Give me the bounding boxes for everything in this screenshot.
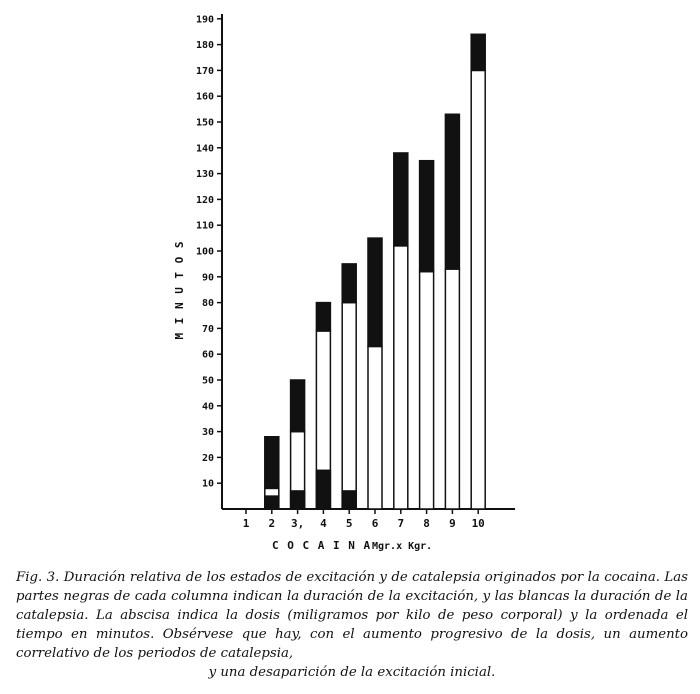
y-tick-label-110: 110 [195, 220, 214, 232]
bar-5-segment-1 [342, 303, 356, 509]
x-tick-label-6: 6 [371, 517, 379, 530]
x-tick-label-2: 2 [268, 517, 276, 530]
x-category-labels [243, 509, 485, 530]
y-tick-label-90: 90 [201, 272, 214, 284]
caption-text: Duración relativa de los estados de excitación y de catalepsia originados por la cocaina. Las partes negras de cada columna indican la duración de la excitación, y las blancas la duración de la catalepsia. La abscisa indica la dosis (miligramos por kilo de peso corporal) y la ordenada el tiempo en minutos. Obsérvese que hay, con el aumento progresivo de la dosis, un aumento correlativo de los periodos de catalepsia, [16, 570, 688, 661]
bar-2-bottom-black-segment [265, 496, 279, 509]
bar-5-segment-2 [342, 264, 356, 303]
y-tick-label-170: 170 [195, 65, 214, 77]
y-tick-label-80: 80 [201, 298, 214, 310]
x-tick-label-7: 7 [397, 517, 405, 530]
y-tick-label-30: 30 [201, 427, 214, 439]
bar-3-bottom-black-segment [291, 491, 305, 509]
x-axis-title: C O C A I N A [272, 539, 372, 552]
bar-4-bottom-black-segment [316, 470, 330, 509]
bars [265, 34, 485, 509]
bar-10-segment-1 [471, 70, 485, 509]
y-tick-label-120: 120 [195, 194, 214, 206]
x-axis-unit: Mgr.x Kgr. [372, 541, 433, 552]
x-tick-label-10: 10 [471, 517, 485, 530]
x-tick-label-9: 9 [449, 517, 456, 530]
y-tick-label-150: 150 [195, 117, 214, 129]
figure-caption [16, 568, 688, 682]
bar-2-segment-2 [265, 437, 279, 489]
y-axis-title: M I N U T O S [173, 240, 186, 340]
bar-8-segment-1 [420, 272, 434, 509]
y-tick-label-70: 70 [201, 323, 214, 335]
bar-9-segment-1 [445, 269, 459, 509]
y-tick-label-180: 180 [195, 40, 214, 52]
bar-9-segment-2 [445, 114, 459, 269]
y-tick-label-60: 60 [201, 349, 214, 361]
bar-4-segment-2 [316, 303, 330, 331]
y-axis-title-group [173, 240, 186, 339]
bar-8-segment-2 [420, 161, 434, 272]
y-tick-label-50: 50 [201, 375, 214, 387]
x-tick-label-8: 8 [423, 517, 430, 530]
y-ticks [196, 14, 222, 489]
bar-7-segment-1 [394, 246, 408, 509]
bar-6-segment-1 [368, 346, 382, 509]
bar-5-bottom-black-segment [342, 491, 356, 509]
y-tick-label-10: 10 [201, 478, 214, 490]
y-tick-label-40: 40 [201, 401, 214, 413]
bar-3-segment-2 [291, 380, 305, 432]
bar-7-segment-2 [394, 153, 408, 246]
x-tick-label-5: 5 [345, 517, 353, 530]
y-tick-label-160: 160 [195, 91, 214, 103]
bar-6-segment-2 [368, 238, 382, 346]
x-tick-label-3: 3, [290, 517, 305, 530]
caption-last-line: y una desaparición de la excitación inicial. [208, 665, 496, 680]
y-tick-label-140: 140 [195, 143, 214, 155]
x-tick-label-1: 1 [242, 517, 250, 530]
x-tick-label-4: 4 [320, 517, 327, 530]
y-tick-label-100: 100 [195, 246, 214, 258]
y-tick-label-190: 190 [195, 14, 214, 26]
bar-10-segment-2 [471, 34, 485, 70]
y-tick-label-20: 20 [201, 452, 214, 464]
y-tick-label-130: 130 [195, 169, 214, 181]
figure-number: Fig. 3. [16, 570, 60, 585]
